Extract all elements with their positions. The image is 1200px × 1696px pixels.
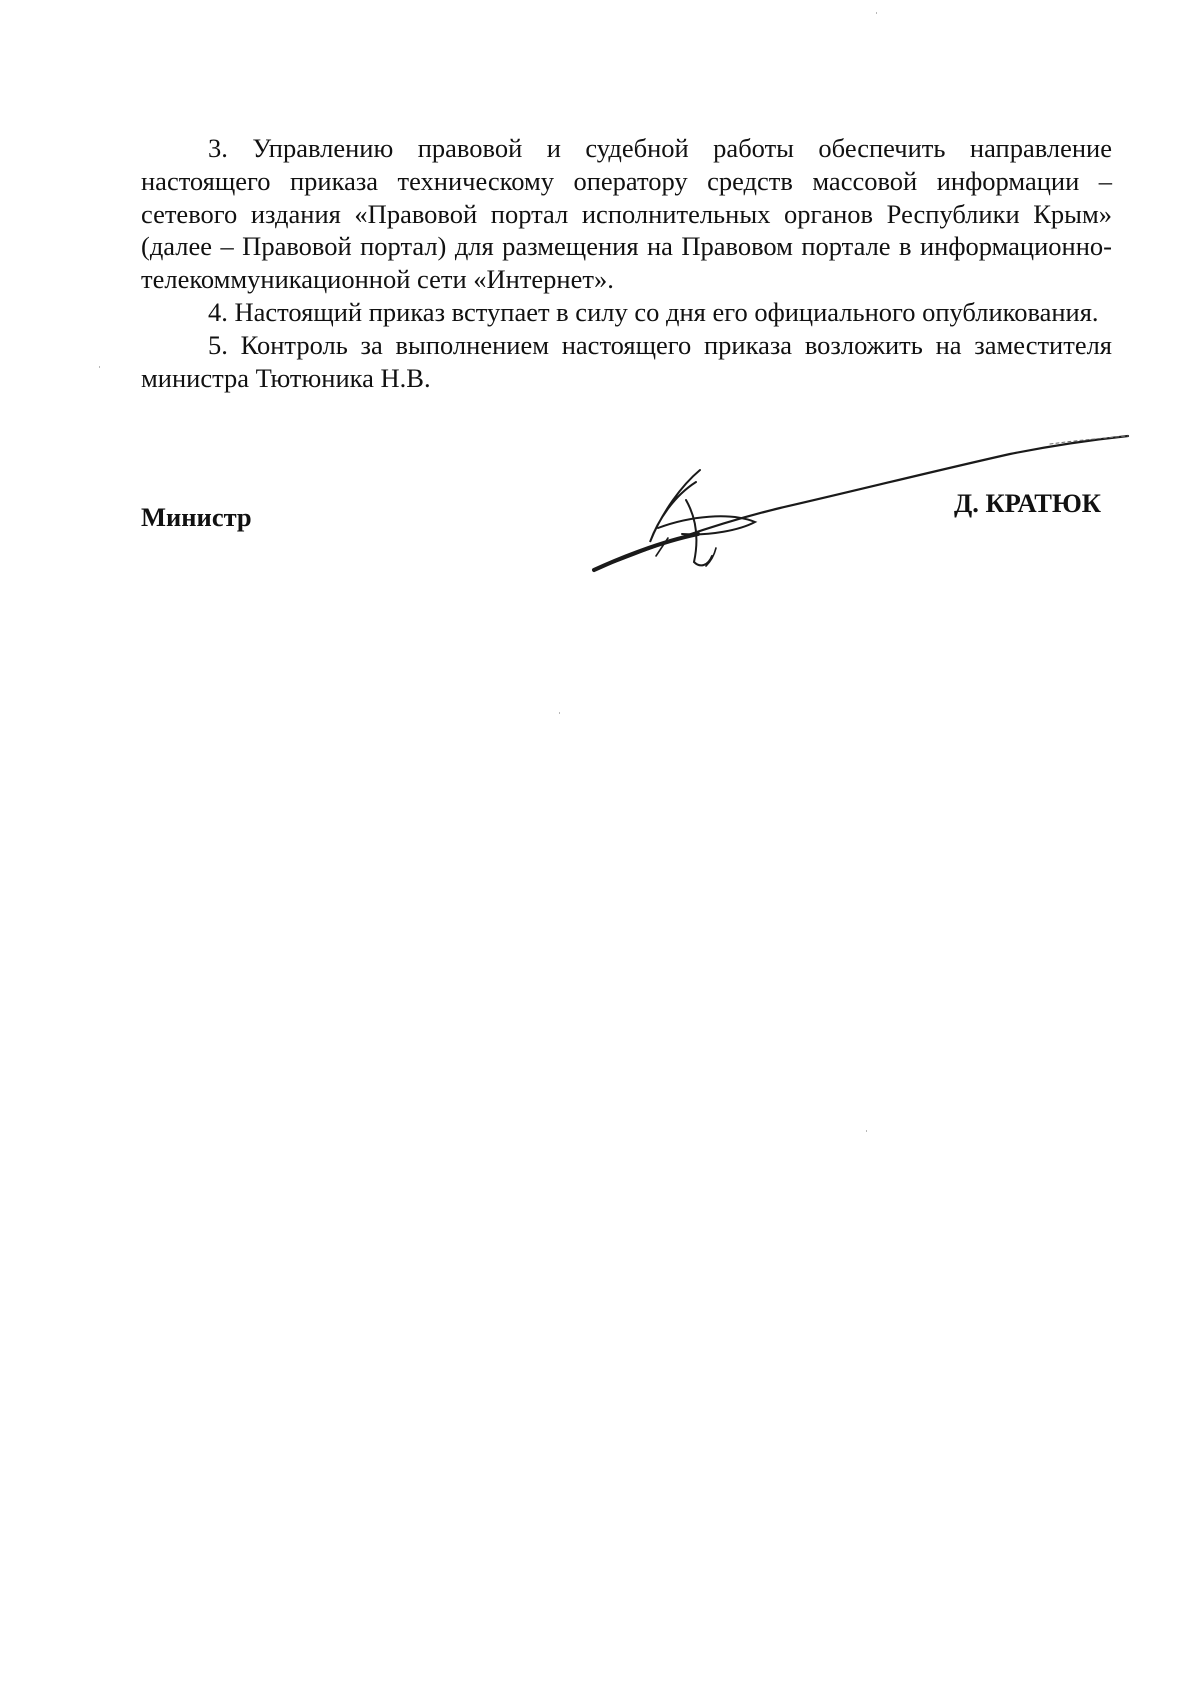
signer-position: Министр [141,502,252,532]
scan-artifact [876,12,877,14]
signer-name: Д. КРАТЮК [953,488,1101,518]
scan-artifact [866,1130,867,1132]
scan-artifact [559,712,560,714]
scan-artifact [99,366,100,368]
paragraph-3: 3. Управлению правовой и судебной работы обеспечить направление настоящего приказа техническому оператору средств массовой информации – сетевого издания «Правовой портал исполнительных органов Республики Крым» (далее – Правовой портал) для размещения на Правовом портале в информационно-телекоммуникационной сети «Интернет». [141,133,1112,295]
paragraph-5: 5. Контроль за выполнением настоящего приказа возложить на заместителя министра Тютюника Н.В. [141,329,1112,393]
paragraph-4: 4. Настоящий приказ вступает в силу со дня его официального опубликования. [208,296,1099,327]
handwritten-signature [590,430,1130,580]
document-body [141,132,1112,394]
